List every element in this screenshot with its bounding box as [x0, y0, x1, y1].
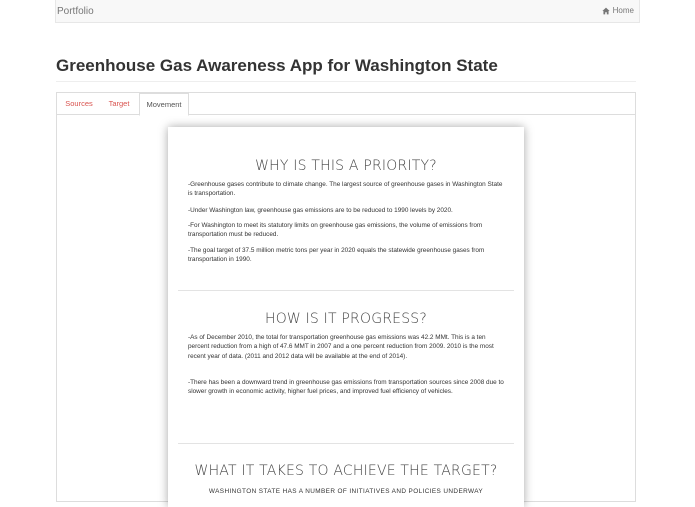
section-divider [178, 443, 514, 444]
paragraph: -As of December 2010, the total for transportation greenhouse gas emissions was 42.2 MMt. This is a ten percent reduction from a high of 47.6 MMT in 2007 and a one percent reduction from 2009. 2010 is the most recent year of data. (2011 and 2012 data will be available at the end of 2014). [188, 334, 494, 360]
tab-movement[interactable]: Movement [139, 93, 189, 116]
title-divider [56, 81, 636, 82]
tab-target[interactable]: Target [108, 99, 130, 108]
info-card [168, 127, 524, 507]
navbar [55, 0, 640, 23]
paragraph: -Greenhouse gases contribute to climate change. The largest source of greenhouse gases in Washington State is transportation. [188, 181, 503, 198]
home-label: Home [612, 6, 634, 15]
home-link[interactable] [602, 6, 634, 15]
tab-bar [57, 93, 635, 115]
page-title: Greenhouse Gas Awareness App for Washington State [56, 56, 498, 75]
section-heading-progress: HOW IS IT PROGRESS? [264, 311, 428, 327]
section-heading-target: WHAT IT TAKES TO ACHIEVE THE TARGET? [194, 463, 498, 479]
brand-link[interactable]: Portfolio [57, 6, 94, 17]
paragraph: -Under Washington law, greenhouse gas emissions are to be reduced to 1990 levels by 2020. [188, 207, 453, 214]
home-icon [602, 7, 610, 15]
section-divider [178, 290, 514, 291]
paragraph: -For Washington to meet its statutory limits on greenhouse gas emissions, the volume of emissions from transportation must be reduced. [188, 222, 483, 239]
paragraph: -The goal target of 37.5 million metric tons per year in 2020 equals the statewide greenhouse gases from transportation in 1990. [188, 247, 485, 264]
section-heading-priority: WHY IS THIS A PRIORITY? [255, 158, 437, 174]
tab-sources[interactable]: Sources [65, 99, 93, 108]
section-caps-line: WASHINGTON STATE HAS A NUMBER OF INITIATIVES AND POLICIES UNDERWAY [208, 488, 484, 495]
paragraph: -There has been a downward trend in greenhouse gas emissions from transportation sources since 2008 due to slower growth in economic activity, higher fuel prices, and improved fuel efficiency of vehicles. [188, 379, 504, 396]
